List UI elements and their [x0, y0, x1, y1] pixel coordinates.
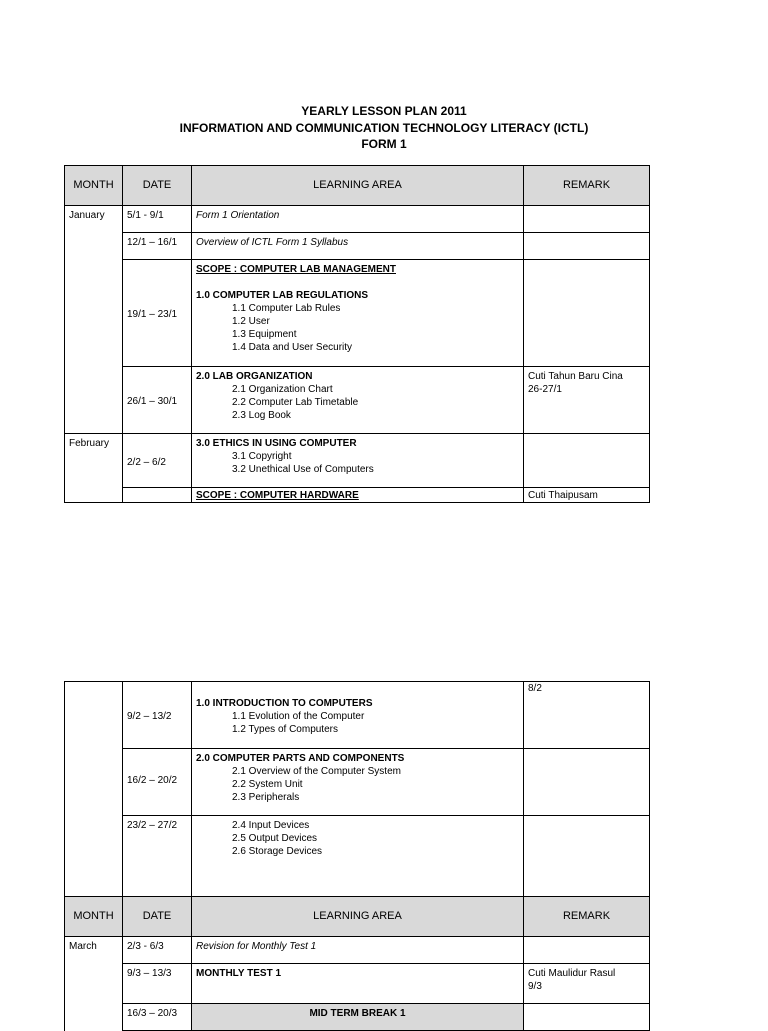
- remark-cell: 8/2: [524, 682, 650, 749]
- subtopic: 1.1 Computer Lab Rules: [232, 303, 341, 314]
- learning-area-cell: [192, 816, 524, 897]
- remark-cell: [524, 206, 650, 233]
- lesson-plan-table-page-2: [64, 681, 650, 1031]
- learning-area-cell: [192, 367, 524, 434]
- remark-cell: [524, 367, 650, 434]
- title-line-3: FORM 1: [361, 137, 407, 151]
- remark-cell: [524, 937, 650, 964]
- remark-line: 26-27/1: [528, 384, 562, 395]
- month-cell: [65, 260, 123, 367]
- subtopic: 2.3 Log Book: [232, 410, 291, 421]
- title-line-2: INFORMATION AND COMMUNICATION TECHNOLOGY LITERACY (ICTL): [179, 120, 589, 135]
- header-remark: REMARK: [524, 166, 650, 206]
- remark-cell: [524, 749, 650, 816]
- learning-area-cell: Form 1 Orientation: [192, 206, 524, 233]
- date-cell: 19/1 – 23/1: [123, 260, 192, 367]
- month-cell: [65, 488, 123, 503]
- learning-area-cell: Overview of ICTL Form 1 Syllabus: [192, 233, 524, 260]
- subtopic: 2.2 System Unit: [232, 779, 303, 790]
- table-row: [65, 488, 650, 503]
- learning-area-cell: [192, 682, 524, 749]
- date-cell: 2/2 – 6/2: [123, 434, 192, 488]
- month-cell: March: [65, 937, 123, 964]
- date-cell: 2/3 - 6/3: [123, 937, 192, 964]
- header-month: MONTH: [65, 166, 123, 206]
- remark-cell: [524, 816, 650, 897]
- date-cell: 12/1 – 16/1: [123, 233, 192, 260]
- subtopic: 1.3 Equipment: [232, 329, 297, 340]
- date-cell: 16/3 – 20/3: [123, 1004, 192, 1031]
- date-cell: 5/1 - 9/1: [123, 206, 192, 233]
- table-row: [65, 434, 650, 488]
- table-row: [65, 206, 650, 233]
- table-row: [65, 937, 650, 964]
- scope-heading: SCOPE : COMPUTER LAB MANAGEMENT: [196, 264, 396, 275]
- subtopic: 2.4 Input Devices: [232, 820, 310, 831]
- subtopic: 2.5 Output Devices: [232, 833, 318, 844]
- learning-area-cell: [192, 260, 524, 367]
- topic-heading: 1.0 INTRODUCTION TO COMPUTERS: [196, 698, 373, 709]
- date-cell: [123, 488, 192, 503]
- topic-heading: 3.0 ETHICS IN USING COMPUTER: [196, 438, 357, 449]
- header-remark: REMARK: [524, 897, 650, 937]
- month-cell: [65, 964, 123, 1004]
- lesson-plan-table-page-1: [64, 165, 650, 503]
- table-header-row: [65, 166, 650, 206]
- learning-area-cell: Revision for Monthly Test 1: [192, 937, 524, 964]
- remark-cell: [524, 260, 650, 367]
- subtopic: 1.2 User: [232, 316, 270, 327]
- subtopic: 1.4 Data and User Security: [232, 342, 353, 353]
- learning-area-cell: MID TERM BREAK 1: [192, 1004, 524, 1031]
- date-cell: 16/2 – 20/2: [123, 749, 192, 816]
- learning-area-cell: MONTHLY TEST 1: [192, 964, 524, 1004]
- subtopic: 2.2 Computer Lab Timetable: [232, 397, 359, 408]
- table-row: [65, 233, 650, 260]
- subtopic: 3.1 Copyright: [232, 451, 292, 462]
- remark-line: Cuti Maulidur Rasul: [528, 968, 616, 979]
- learning-area-cell: [192, 434, 524, 488]
- subtopic: 2.1 Organization Chart: [232, 384, 333, 395]
- date-cell: 26/1 – 30/1: [123, 367, 192, 434]
- document-title: [0, 103, 768, 153]
- subtopic: 3.2 Unethical Use of Computers: [232, 464, 374, 475]
- date-cell: 9/2 – 13/2: [123, 682, 192, 749]
- table-row: [65, 260, 650, 367]
- remark-cell: Cuti Thaipusam: [524, 488, 650, 503]
- month-cell: [65, 1004, 123, 1031]
- subtopic: 2.6 Storage Devices: [232, 846, 323, 857]
- table-row: [65, 682, 650, 749]
- subtopic: 1.2 Types of Computers: [232, 724, 338, 735]
- remark-cell: [524, 434, 650, 488]
- header-date: DATE: [123, 897, 192, 937]
- month-cell: January: [65, 206, 123, 233]
- date-cell: 9/3 – 13/3: [123, 964, 192, 1004]
- date-cell: 23/2 – 27/2: [123, 816, 192, 897]
- month-cell: [65, 233, 123, 260]
- month-cell: [65, 816, 123, 897]
- header-date: DATE: [123, 166, 192, 206]
- subtopic: 2.3 Peripherals: [232, 792, 300, 803]
- topic-heading: 1.0 COMPUTER LAB REGULATIONS: [196, 290, 369, 301]
- scope-heading: SCOPE : COMPUTER HARDWARE: [192, 488, 524, 503]
- remark-cell: [524, 964, 650, 1004]
- table-row: [65, 964, 650, 1004]
- month-cell: [65, 367, 123, 434]
- remark-cell: [524, 233, 650, 260]
- table-row: [65, 749, 650, 816]
- title-line-1: YEARLY LESSON PLAN 2011: [301, 104, 467, 118]
- topic-heading: 2.0 COMPUTER PARTS AND COMPONENTS: [196, 753, 405, 764]
- table-header-row: [65, 897, 650, 937]
- learning-area-cell: [192, 749, 524, 816]
- subtopic: 1.1 Evolution of the Computer: [232, 711, 365, 722]
- remark-line: Cuti Tahun Baru Cina: [528, 371, 623, 382]
- header-learning-area: LEARNING AREA: [192, 166, 524, 206]
- remark-cell: [524, 1004, 650, 1031]
- month-cell: [65, 749, 123, 816]
- subtopic: 2.1 Overview of the Computer System: [232, 766, 401, 777]
- topic-heading: 2.0 LAB ORGANIZATION: [196, 371, 313, 382]
- table-row: [65, 816, 650, 897]
- table-row: [65, 367, 650, 434]
- header-learning-area: LEARNING AREA: [192, 897, 524, 937]
- month-cell: [65, 682, 123, 749]
- month-cell: February: [65, 434, 123, 488]
- header-month: MONTH: [65, 897, 123, 937]
- remark-line: 9/3: [528, 981, 542, 992]
- table-row: [65, 1004, 650, 1031]
